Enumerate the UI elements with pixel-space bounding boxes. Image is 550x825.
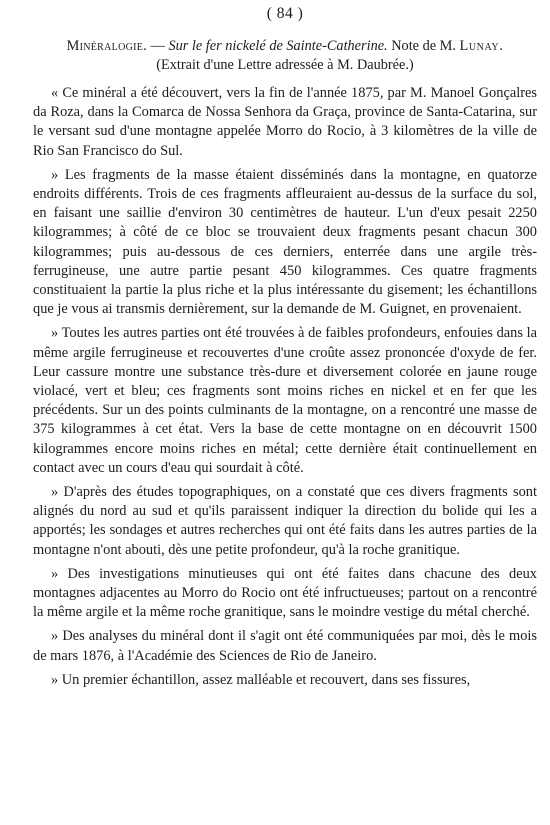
body-paragraph: » Les fragments de la masse étaient disséminés dans la montagne, en quatorze endroits différents. Trois de ces fragments affleuraient au-dessus de la surface du sol, en faisant une saillie d'environ 30 centimètres de hauteur. L'un d'eux pesait 2250 kilogrammes; à côté de ce bloc se trouvaient deux fragments pesant chacun 300 kilogrammes; puis au-dessous de ces derniers, enterrée dans une argile très-ferrugineuse, une autre partie pesant 450 kilogrammes. Ces quatre fragments constituaient la partie la plus riche et la plus intéressante du gisement; les échantillons que je vous ai transmis dernièrement, sur la demande de M. Guignet, en provenaient. [33, 166, 537, 318]
body-paragraph: » Des analyses du minéral dont il s'agit ont été communiquées par moi, dès le mois de mars 1876, à l'Académie des Sciences de Rio de Janeiro. [33, 628, 537, 664]
body-paragraph: » Un premier échantillon, assez malléable et recouvert, dans ses fissures, [51, 671, 471, 688]
document-page [33, 4, 537, 695]
body-paragraph: « Ce minéral a été découvert, vers la fin de l'année 1875, par M. Manoel Gonçalres da Roza, dans la Comarca de Nossa Senhora da Graça, province de Santa-Catarina, sur le versant sud d'une montagne appelée Morro do Rocio, à 3 kilomètres de la ville de Rio San Francisco do Sul. [33, 85, 537, 159]
extract-note: (Extrait d'une Lettre adressée à M. Daubrée.) [156, 57, 414, 73]
body-paragraph: » Des investigations minutieuses qui ont été faites dans chacune des deux montagnes adjacentes au Morro do Rocio ont été infructueuses; partout on a rencontré la même argile et la même roche granitique, sans le moindre vestige du métal cherché. [33, 565, 537, 621]
article-heading [33, 37, 537, 75]
heading-dash: — [147, 38, 169, 54]
body-paragraph: » D'après des études topographiques, on a constaté que ces divers fragments sont alignés du nord au sud et qu'ils paraissent indiquer la direction du bolide qui les a apportés; les sondages et autres recherches qui ont été faits dans les autres parties de la montagne n'ont abouti, dès une petite profondeur, qu'à la roche granitique. [33, 484, 537, 558]
page-number: ( 84 ) [266, 5, 304, 22]
article-author: Lunay. [459, 38, 504, 54]
section-rubric: Minéralogie. [66, 38, 148, 54]
note-by-label: Note de M. [387, 38, 460, 54]
body-paragraph: » Toutes les autres parties ont été trouvées à de faibles profondeurs, enfouies dans la même argile ferrugineuse et recouvertes d'une croûte assez prononcée d'oxyde de fer. Leur cassure montre une substance très-dure et diversement colorée en jaune rouge violacé, vert et bleu; ces fragments sont moins riches en nickel et en fer que les précédents. Sur un des points culminants de la montagne, on a rencontré une masse de 375 kilogrammes à cet état. Vers la base de cette montagne on en découvrit 1500 kilogrammes encore moins riches en métal; cette dernière était continuellement en contact avec un cours d'eau qui sourdait à côté. [33, 325, 537, 476]
article-title: Sur le fer nickelé de Sainte-Catherine. [168, 38, 388, 54]
